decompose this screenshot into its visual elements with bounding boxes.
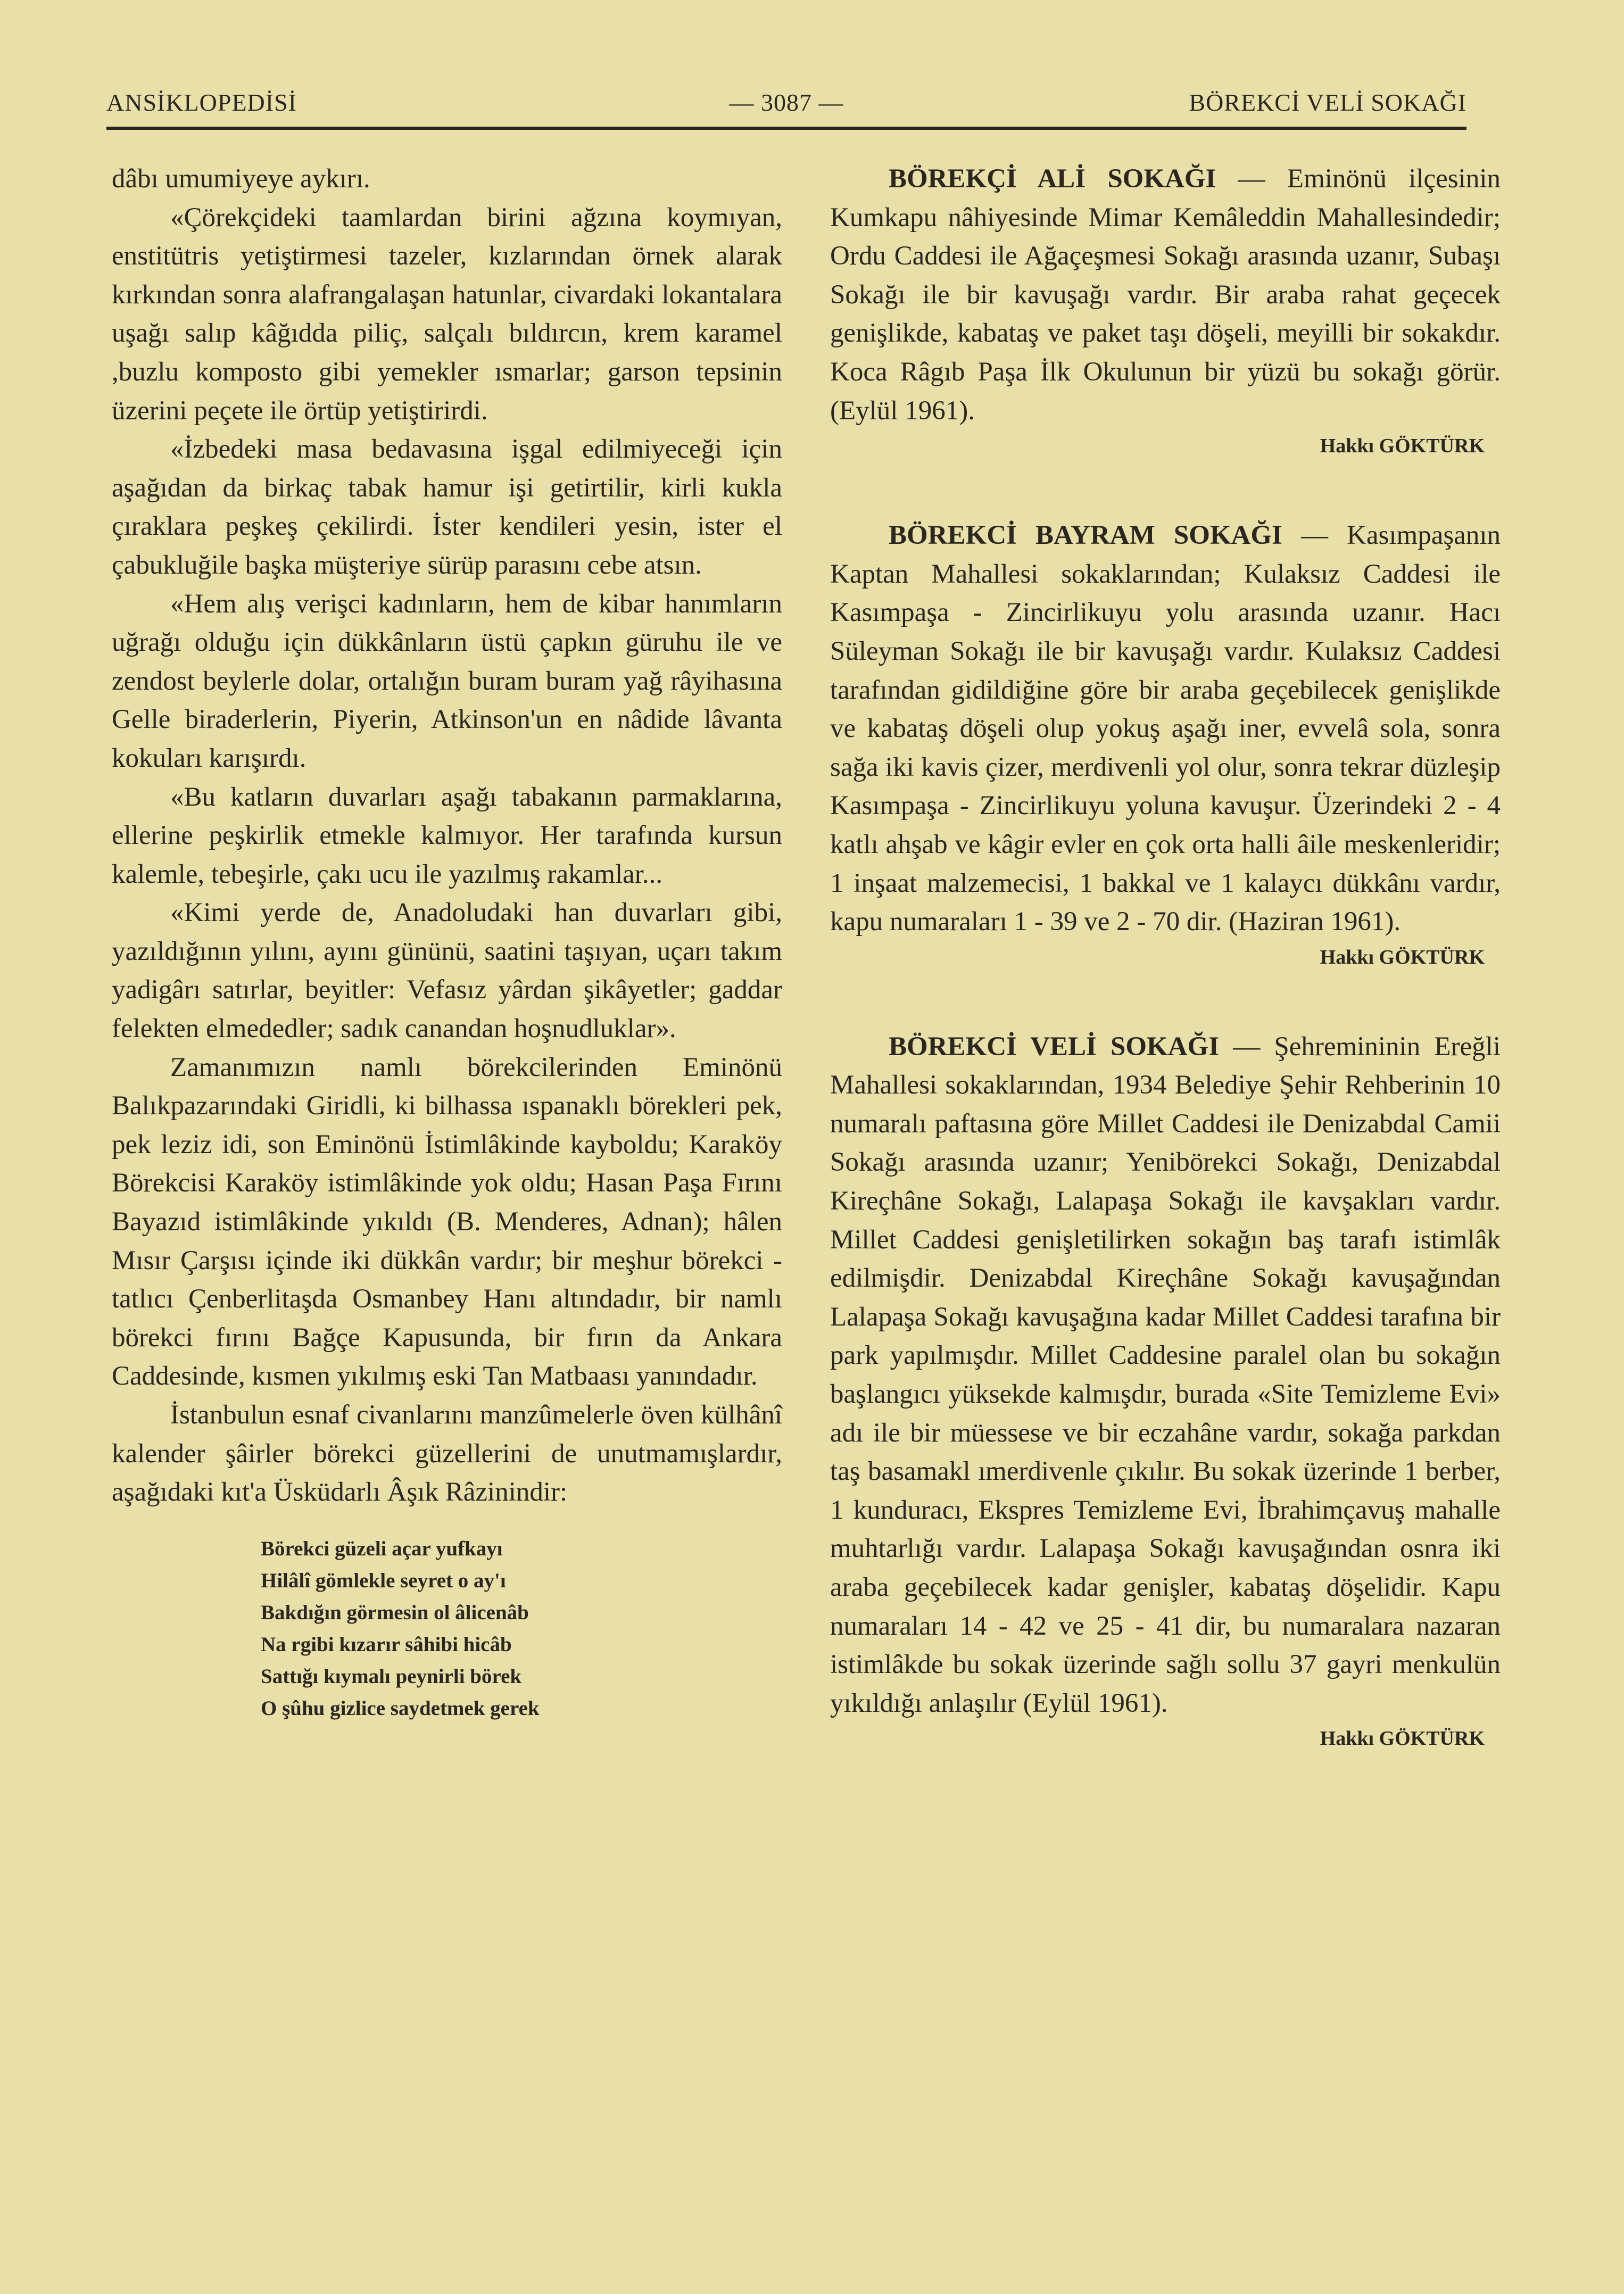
header-entry-title: BÖREKCİ VELİ SOKAĞI (1189, 89, 1466, 116)
entry-borekci-ali-sokagi (830, 160, 1501, 461)
paragraph: «Hem alış verişci kadınların, hem de kibar hanımların uğrağı olduğu için dükkânların üstü çapkın güruhu ile ve zendost beylerle dolar, ortalığın buram buram yağ râyihasına Gelle biraderlerin, Piyerin, Atkinson'un en nâdide lâvanta kokuları karışırdı. (112, 589, 782, 773)
entry-title: BÖREKÇİ ALİ SOKAĞI (889, 164, 1216, 194)
entry-body: — Şehremininin Ereğli Mahallesi sokaklarından, 1934 Belediye Şehir Rehberinin 10 numaralı paftasına göre Millet Caddesi ile Denizabdal Camii Sokağı arasında uzanır; Yenibörekci Sokağı, Denizabdal Kireçhâne Sokağı, Lalapaşa Sokağı ile kavşakları vardır. Millet Caddesi genişletilirken sokağın baş tarafı istimlâk edilmişdir. Denizabdal Kireçhâne Sokağı kavuşağından Lalapaşa Sokağı kavuşağına kadar Millet Caddesi tarafına bir park yapılmışdır. Millet Caddesine paralel olan bu sokağın başlangıcı yüksekde kalmışdır, burada «Site Temizleme Evi» adı ile bir müessese ve bir eczahâne vardır, sokağa parkdan taş basamakl ımerdivenle çıkılır. Bu sokak üzerinde 1 berber, 1 kunduracı, Ekspres Temizleme Evi, İbrahimçavuş mahalle muhtarlığı vardır. Lalapaşa Sokağı kavuşağından osnra iki araba geçebilecek kadar genişler, kabataş döşelidir. Kapu numaraları 14 - 42 ve 25 - 41 dir, bu numaralara nazaran istimlâkde bu sokak üzerinde sağlı sollu 37 gayri menkulün yıkıldığı anlaşılır (Eylül 1961). (830, 1031, 1501, 1718)
entry-author: Hakkı GÖKTÜRK (1320, 1727, 1485, 1750)
entry-borekci-veli-sokagi (830, 1028, 1501, 1754)
paragraph: Zamanımızın namlı börekcilerinden Eminönü Balıkpazarındaki Giridli, ki bilhassa ıspanaklı börekleri pek, pek leziz idi, son Eminönü İstimlâkinde kayboldu; Karaköy Börekcisi Karaköy istimlâkinde yok oldu; Hasan Paşa Fırını Bayazıd istimlâkinde yıkıldı (B. Menderes, Adnan); hâlen Mısır Çarşısı içinde iki dükkân vardır; bir meşhur börekci - tatlıcı Çenberlitaşda Osmanbey Hanı altındadır, bir namlı börekci fırını Bağçe Kapusunda, bir fırın da Ankara Caddesinde, kısmen yıkılmış eski Tan Matbaası yanındadır. (112, 1052, 782, 1392)
page-number: — 3087 — (729, 89, 844, 116)
entry-author: Hakkı GÖKTÜRK (1320, 946, 1485, 968)
header-publication-title: ANSİKLOPEDİSİ (106, 89, 297, 116)
entry-borekci-bayram-sokagi (830, 516, 1501, 972)
paragraph: «Bu katların duvarları aşağı tabakanın parmaklarına, ellerine peşkirlik etmekle kalmıyor. Her tarafında kursun kalemle, tebeşirle, çakı ucu ile yazılmış rakamlar... (112, 782, 782, 889)
paragraph: «Kimi yerde de, Anadoludaki han duvarları gibi, yazıldığının yılını, ayını gününü, saatini taşıyan, uçarı takım yadigârı satırlar, beyitler: Vefasız yârdan şikâyetler; gaddar felekten elmededler; sadık canandan hoşnudluklar». (112, 898, 782, 1044)
entry-text (830, 160, 1501, 430)
header-rule (106, 127, 1466, 130)
entry-author: Hakkı GÖKTÜRK (1320, 435, 1485, 458)
entry-title: BÖREKCİ VELİ SOKAĞI (889, 1031, 1220, 1062)
verse-line: Sattığı kıymalı peynirli börek (261, 1664, 522, 1688)
verse-line: Hilâlî gömlekle seyret o ay'ı (261, 1569, 506, 1592)
paragraph: İstanbulun esnaf civanlarını manzûmelerle öven külhânî kalender şâirler börekci güzellerini de unutmamışlardır, aşağıdaki kıt'a Üsküdarlı Âşık Râzinindir: (112, 1400, 782, 1508)
paragraph: dâbı umumiyeye aykırı. (112, 164, 370, 194)
entry-body: — Kasımpaşanın Kaptan Mahallesi sokaklarından; Kulaksız Caddesi ile Kasımpaşa - Zincirlikuyu yolu arasında uzanır. Hacı Süleyman Sokağı ile bir kavuşağı vardır. Kulaksız Caddesi tarafından gidildiğine göre bir araba geçebilecek genişlikde ve kabataş döşeli olup yokuş aşağı iner, evvelâ sola, sonra sağa iki kavis çizer, merdivenli yol olur, sonra tekrar düzleşip Kasımpaşa - Zincirlikuyu yoluna kavuşur. Üzerindeki 2 - 4 katlı ahşab ve kâgir evler en çok orta halli âile meskenleridir; 1 inşaat malzemecisi, 1 bakkal ve 1 kalaycı dükkânı vardır, kapu numaraları 1 - 39 ve 2 - 70 dir. (Haziran 1961). (830, 520, 1501, 937)
entry-text (830, 1028, 1501, 1723)
left-column (112, 160, 782, 1725)
entry-title: BÖREKCİ BAYRAM SOKAĞI (889, 520, 1282, 551)
verse-line: Börekci güzeli açar yufkayı (261, 1537, 503, 1560)
verse-line: Na rgibi kızarır sâhibi hicâb (261, 1633, 512, 1656)
right-column (830, 160, 1501, 1753)
verse-quatrain (261, 1533, 782, 1725)
paragraph: «İzbedeki masa bedavasına işgal edilmiyeceği için aşağıdan da birkaç tabak hamur işi getirtilir, kirli kukla çıraklara peşkeş çekilirdi. İster kendileri yesin, ister el çabukluğile başka müşteriye sürüp parasını cebe atsın. (112, 434, 782, 580)
running-head (106, 80, 1466, 122)
entry-text (830, 516, 1501, 941)
verse-line: O şûhu gizlice saydetmek gerek (261, 1696, 540, 1720)
paragraph: «Çörekçideki taamlardan birini ağzına koymıyan, enstitütris yetiştirmesi tazeler, kızlarından örnek alarak kırkından sonra alafrangalaşan hatunlar, civardaki lokantalara uşağı salıp kâğıdda piliç, salçalı bıldırcın, krem karamel ,buzlu komposto gibi yemekler ısmarlar; garson tepsinin üzerini peçete ile örtüp yetiştirirdi. (112, 202, 782, 426)
entry-body: — Eminönü ilçesinin Kumkapu nâhiyesinde Mimar Kemâleddin Mahallesindedir; Ordu Caddesi ile Ağaçeşmesi Sokağı arasında uzanır, Subaşı Sokağı ile bir kavuşağı vardır. Bir araba rahat geçecek genişlikde, kabataş ve paket taşı döşeli, meyilli bir sokakdır. Koca Râgıb Paşa İlk Okulunun bir yüzü bu sokağı görür. (Eylül 1961). (830, 164, 1501, 426)
verse-line: Bakdığın görmesin ol âlicenâb (261, 1601, 529, 1624)
